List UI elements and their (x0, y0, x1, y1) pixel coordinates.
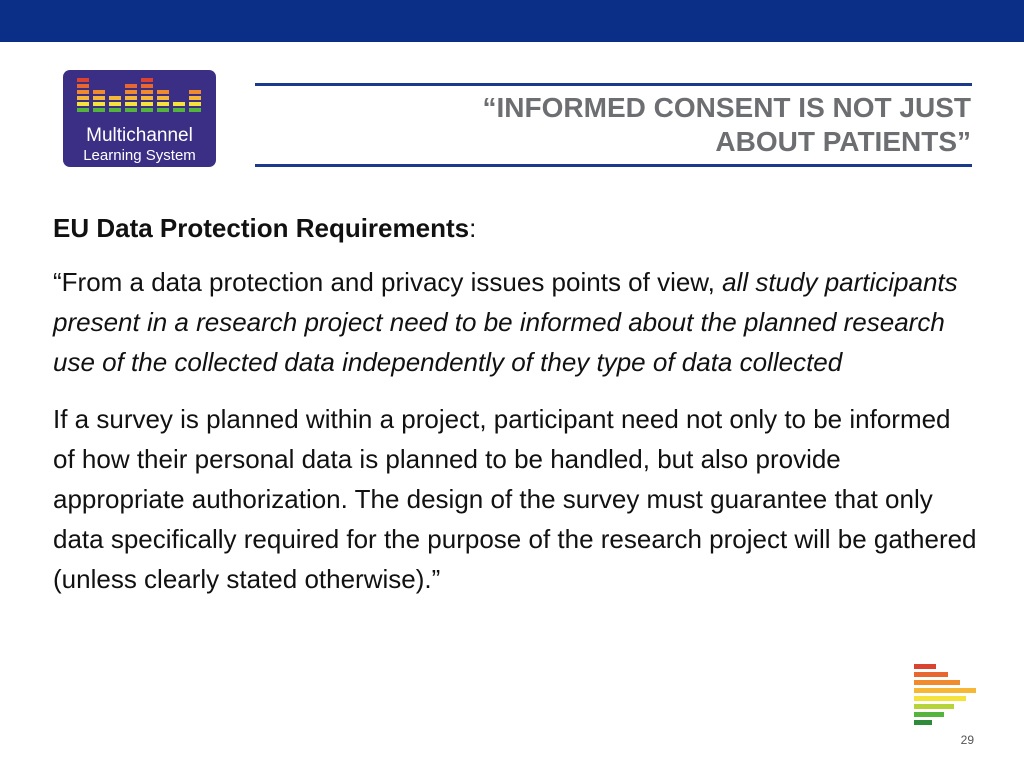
quote-normal-text: “From a data protection and privacy issues points of view, (53, 267, 723, 297)
section-heading-text: EU Data Protection Requirements (53, 213, 470, 243)
quote-italic-text: all study participants present in a research project need to be informed about the planned research use of the collected data independently of they type of data collected (53, 267, 958, 377)
slide-title-line1: “INFORMED CONSENT IS NOT JUST (482, 92, 971, 123)
title-rule-top (255, 83, 972, 86)
top-banner-bar (0, 0, 1024, 42)
slide-title-line2: ABOUT PATIENTS” (715, 126, 971, 157)
slide-title (300, 91, 971, 159)
multichannel-logo (63, 70, 216, 167)
logo-line2: Learning System (83, 147, 196, 164)
slide-body (53, 208, 978, 616)
quote-paragraph (53, 262, 978, 382)
logo-line1: Multichannel (86, 125, 193, 146)
equalizer-logo-icon (910, 662, 980, 732)
title-rule-bottom (255, 164, 972, 167)
page-number: 29 (960, 733, 974, 747)
survey-paragraph: If a survey is planned within a project, participant need not only to be informed of how their personal data is planned to be handled, but also provide appropriate authorization. The design of the survey must guarantee that only data specifically required for the purpose of the research project will be gathered (unless clearly stated otherwise).” (53, 404, 977, 594)
section-heading (53, 208, 978, 248)
section-heading-colon: : (469, 213, 477, 243)
